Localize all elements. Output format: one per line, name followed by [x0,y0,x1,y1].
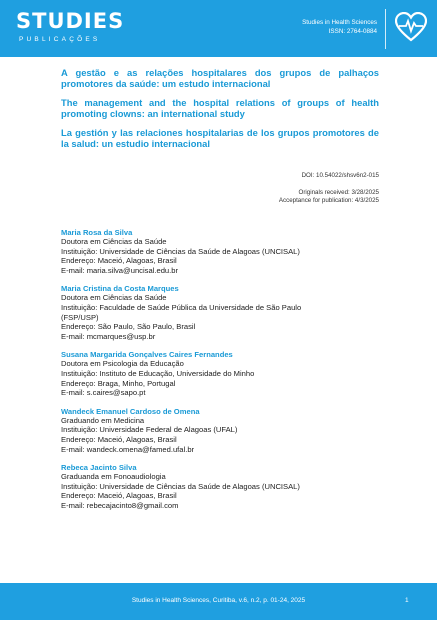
heart-pulse-icon [395,12,427,42]
author-block [61,228,381,275]
author-name: Maria Cristina da Costa Marques [61,284,179,294]
journal-issn: ISSN: 2764-0884 [328,28,377,35]
author-block [61,407,381,454]
author-address: Endereço: Maceió, Alagoas, Brasil [61,434,177,444]
author-email: E-mail: mcmarques@usp.br [61,331,156,341]
author-name: Wandeck Emanuel Cardoso de Omena [61,406,200,416]
author-degree: Doutora em Ciências da Saúde [61,293,167,303]
title-portuguese: A gestão e as relações hospitalares dos grupos de palhaços promotores da saúde: um estudo internacional [61,67,379,89]
page-number: 1 [405,597,409,604]
author-name: Rebeca Jacinto Silva [61,463,137,473]
logo-subtitle: PUBLICAÇÕES [19,36,101,43]
logo-text: STUDIES [16,9,125,33]
title-spanish: La gestión y las relaciones hospitalarias de los grupos promotores de la salud: un estudio internacional [61,127,379,149]
author-degree: Doutora em Ciências da Saúde [61,237,167,246]
author-name: Susana Margarida Gonçalves Caires Fernandes [61,350,233,360]
author-degree: Graduando em Medicina [61,415,145,425]
author-address: Endereço: Braga, Minho, Portugal [61,378,176,388]
author-degree: Graduanda em Fonoaudiologia [61,472,166,482]
author-institution: Instituição: Universidade de Ciências da Saúde de Alagoas (UNCISAL) [61,481,300,491]
accepted-date: Acceptance for publication: 4/3/2025 [278,197,379,204]
header-divider [385,9,386,49]
author-degree: Doutora em Psicologia da Educação [61,359,184,369]
author-list [61,228,381,519]
author-name: Maria Rosa da Silva [61,228,133,237]
author-email: E-mail: maria.silva@uncisal.edu.br [61,265,179,275]
article-titles [61,67,379,157]
author-address: Endereço: Maceió, Alagoas, Brasil [61,491,177,501]
footer-citation: Studies in Health Sciences, Curitiba, v.6, n.2, p. 01-24, 2025 [131,597,306,604]
author-institution-cont: (FSP/USP) [61,312,99,322]
author-institution: Instituição: Universidade de Ciências da Saúde de Alagoas (UNCISAL) [61,246,300,256]
author-address: Endereço: Maceió, Alagoas, Brasil [61,256,177,266]
doi: DOI: 10.54022/shsv6n2-015 [301,172,379,179]
author-address: Endereço: São Paulo, São Paulo, Brasil [61,322,196,332]
author-email: E-mail: s.caires@sapo.pt [61,388,146,398]
author-block [61,463,381,510]
author-email: E-mail: wandeck.omena@famed.ufal.br [61,444,195,454]
author-institution: Instituição: Faculdade de Saúde Pública da Universidade de São Paulo [61,302,302,312]
author-block [61,284,381,341]
author-email: E-mail: rebecajacinto8@gmail.com [61,500,179,510]
page-footer [0,583,437,620]
author-institution: Instituição: Universidade Federal de Alagoas (UFAL) [61,425,238,435]
journal-name: Studies in Health Sciences [302,19,377,26]
author-block [61,350,381,397]
author-institution: Instituição: Instituto de Educação, Universidade do Minho [61,368,255,378]
page-header [0,0,437,57]
title-english: The management and the hospital relations of groups of health promoting clowns: an international study [61,97,379,119]
received-date: Originals received: 3/28/2025 [298,189,379,196]
